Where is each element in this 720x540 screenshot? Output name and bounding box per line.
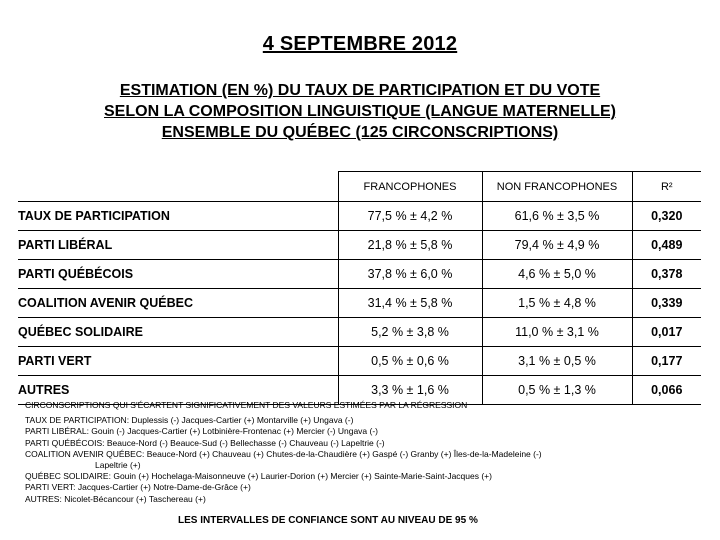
francophones-value: 37,8 % ± 6,0 % [338,260,482,289]
non-francophones-value: 0,5 % ± 1,3 % [482,376,632,405]
r2-value: 0,017 [632,318,701,347]
footer-note: LES INTERVALLES DE CONFIANCE SONT AU NIVEAU DE 95 % [178,515,478,526]
note-line: PARTI VERT: Jacques-Cartier (+) Notre-Dame-de-Grâce (+) [25,482,251,493]
note-line: QUÉBEC SOLIDAIRE: Gouin (+) Hochelaga-Maisonneuve (+) Laurier-Dorion (+) Mercier (+) Sainte-Marie-Saint-Jacques (+) [25,471,492,482]
non-francophones-value: 11,0 % ± 3,1 % [482,318,632,347]
francophones-value: 3,3 % ± 1,6 % [338,376,482,405]
note-line: Lapeltrie (+) [95,460,141,471]
row-label: AUTRES [18,376,338,405]
row-label: PARTI LIBÉRAL [18,231,338,260]
note-line: PARTI QUÉBÉCOIS: Beauce-Nord (-) Beauce-Sud (-) Bellechasse (-) Chauveau (-) Lapeltrie (-) [25,437,385,448]
r2-value: 0,378 [632,260,701,289]
non-francophones-value: 3,1 % ± 0,5 % [482,347,632,376]
header-r2: R² [632,172,701,202]
subtitle-line-1: ESTIMATION (EN %) DU TAUX DE PARTICIPATION ET DU VOTE [119,82,601,99]
row-label: QUÉBEC SOLIDAIRE [18,318,338,347]
r2-value: 0,320 [632,202,701,231]
table-row [18,202,701,231]
notes-heading: CIRCONSCRIPTIONS QUI S'ÉCARTENT SIGNIFICATIVEMENT DES VALEURS ESTIMÉES PAR LA RÉGRESSION [25,400,468,410]
table-row [18,231,701,260]
non-francophones-value: 1,5 % ± 4,8 % [482,289,632,318]
row-label: PARTI QUÉBÉCOIS [18,260,338,289]
subtitle-line-3: ENSEMBLE DU QUÉBEC (125 CIRCONSCRIPTIONS) [161,124,559,141]
header-blank-cell [18,172,338,202]
r2-value: 0,339 [632,289,701,318]
subtitle-line-2: SELON LA COMPOSITION LINGUISTIQUE (LANGUE MATERNELLE) [104,103,616,120]
table-row [18,347,701,376]
results-table [18,171,701,405]
francophones-value: 31,4 % ± 5,8 % [338,289,482,318]
table-row [18,289,701,318]
francophones-value: 77,5 % ± 4,2 % [338,202,482,231]
table-row [18,260,701,289]
note-line: PARTI LIBÉRAL: Gouin (-) Jacques-Cartier (+) Lotbinière-Frontenac (+) Mercier (-) Ungava (-) [25,426,379,437]
note-line: TAUX DE PARTICIPATION: Duplessis (-) Jacques-Cartier (+) Montarville (+) Ungava (-) [25,415,354,426]
non-francophones-value: 61,6 % ± 3,5 % [482,202,632,231]
francophones-value: 21,8 % ± 5,8 % [338,231,482,260]
r2-value: 0,177 [632,347,701,376]
r2-value: 0,066 [632,376,701,405]
page-title: 4 SEPTEMBRE 2012 [262,33,458,55]
note-line: AUTRES: Nicolet-Bécancour (+) Taschereau (+) [25,493,206,504]
subtitle [0,80,720,143]
row-label: COALITION AVENIR QUÉBEC [18,289,338,318]
note-line: COALITION AVENIR QUÉBEC: Beauce-Nord (+) Chauveau (+) Chutes-de-la-Chaudière (+) Gaspé (-) Granby (+) Îles-de-la-Madeleine (-) [25,448,542,459]
header-francophones: FRANCOPHONES [338,172,482,202]
header-non-francophones: NON FRANCOPHONES [482,172,632,202]
table-header-row [18,172,701,202]
table-row [18,318,701,347]
francophones-value: 0,5 % ± 0,6 % [338,347,482,376]
non-francophones-value: 79,4 % ± 4,9 % [482,231,632,260]
r2-value: 0,489 [632,231,701,260]
row-label: TAUX DE PARTICIPATION [18,202,338,231]
row-label: PARTI VERT [18,347,338,376]
francophones-value: 5,2 % ± 3,8 % [338,318,482,347]
notes-block [25,400,705,505]
non-francophones-value: 4,6 % ± 5,0 % [482,260,632,289]
